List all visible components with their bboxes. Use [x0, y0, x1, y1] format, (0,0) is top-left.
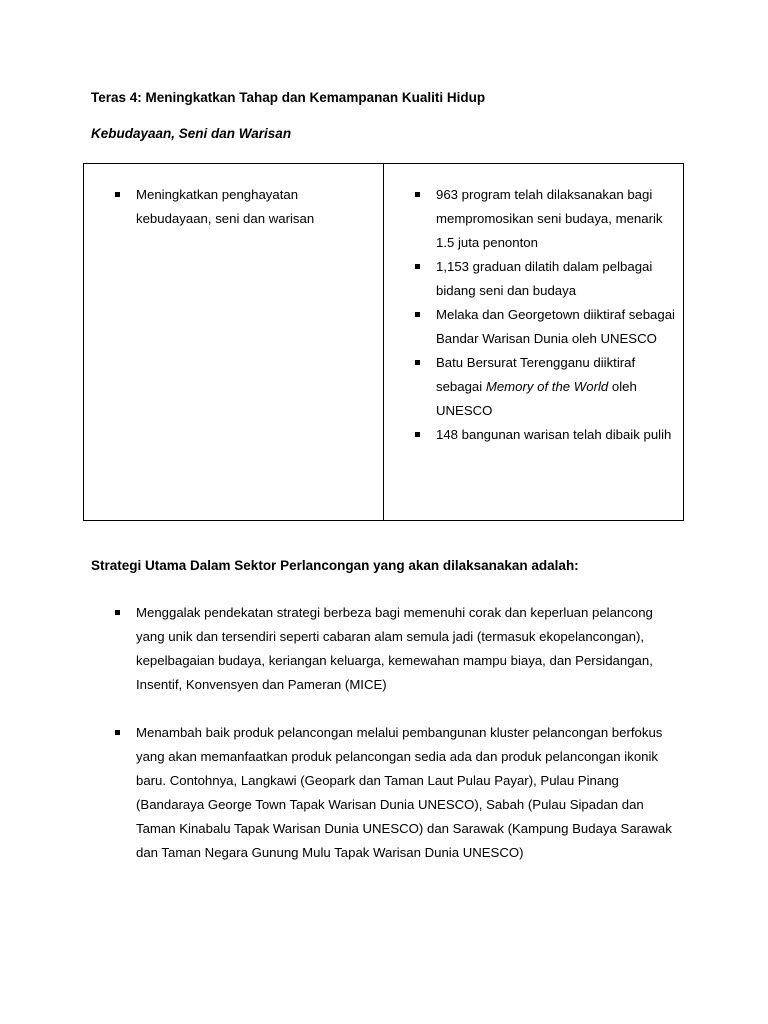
list-item: 1,153 graduan dilatih dalam pelbagai bidang seni dan budaya — [415, 255, 677, 303]
table-column-divider — [383, 163, 384, 521]
teras-heading: Teras 4: Meningkatkan Tahap dan Kemampanan Kualiti Hidup — [91, 90, 486, 105]
strategy-heading: Strategi Utama Dalam Sektor Perlancongan yang akan dilaksanakan adalah: — [91, 558, 579, 573]
list-item: Menggalak pendekatan strategi berbeza bagi memenuhi corak dan keperluan pelancong yang unik dan tersendiri seperti cabaran alam semula jadi (termasuk ekopelancongan), kepelbagaian budaya, keriangan keluarga, kemewahan mampu biaya, dan Persidangan, Insentif, Konvensyen dan Pameran (MICE) — [115, 601, 685, 697]
list-item: Menambah baik produk pelancongan melalui pembangunan kluster pelancongan berfokus yang akan memanfaatkan produk pelancongan sedia ada dan produk pelancongan ikonik baru. Contohnya, Langkawi (Geopark dan Taman Laut Pulau Payar), Pulau Pinang (Bandaraya George Town Tapak Warisan Dunia UNESCO), Sabah (Pulau Sipadan dan Taman Kinabalu Tapak Warisan Dunia UNESCO) dan Sarawak (Kampung Budaya Sarawak dan Taman Negara Gunung Mulu Tapak Warisan Dunia UNESCO) — [115, 721, 685, 865]
list-item: Melaka dan Georgetown diiktiraf sebagai Bandar Warisan Dunia oleh UNESCO — [415, 303, 677, 351]
list-item: 148 bangunan warisan telah dibaik pulih — [415, 423, 677, 447]
list-item: Meningkatkan penghayatan kebudayaan, seni dan warisan — [115, 183, 365, 231]
table-right-column — [415, 183, 677, 447]
table-left-column — [115, 183, 365, 231]
section-heading: Kebudayaan, Seni dan Warisan — [91, 126, 292, 141]
list-item — [415, 351, 677, 423]
list-item-text: oleh UNESCO — [436, 379, 637, 418]
list-item-text: Batu Bersurat Terengganu diiktiraf sebagai — [436, 355, 636, 394]
list-item: 963 program telah dilaksanakan bagi mempromosikan seni budaya, menarik 1.5 juta penonton — [415, 183, 677, 255]
strategy-list — [115, 601, 685, 865]
memory-of-the-world-text: Memory of the World — [485, 379, 609, 394]
